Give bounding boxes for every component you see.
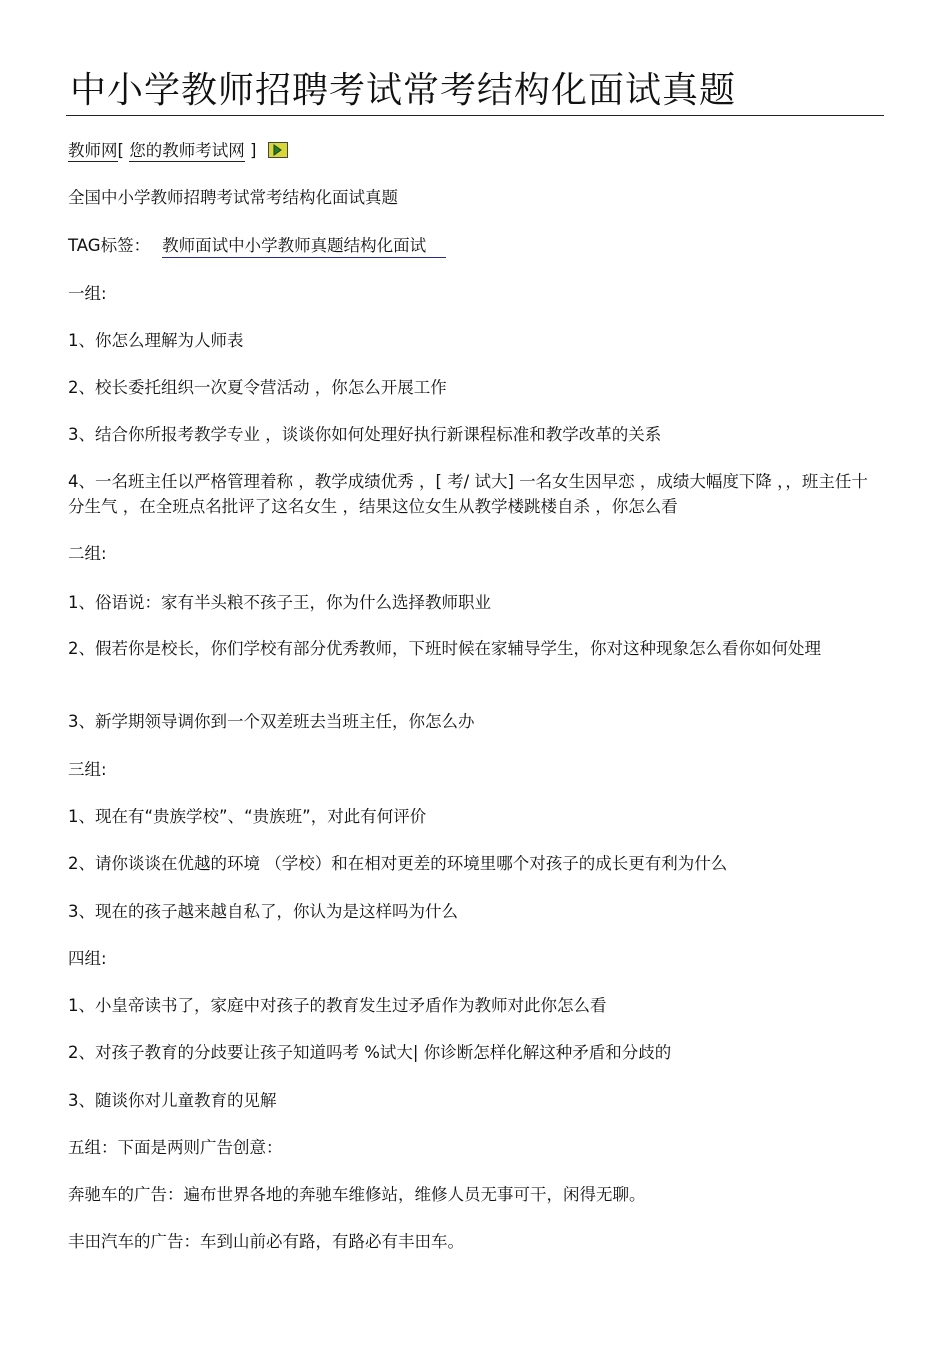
question-item: 3、新学期领导调你到一个双差班去当班主任，你怎么办 <box>68 712 475 731</box>
question-item: 3、现在的孩子越来越自私了，你认为是这样吗为什么 <box>68 902 458 921</box>
bracket-close: ] <box>249 141 257 160</box>
group-heading: 二组: <box>68 544 107 563</box>
question-item: 2、对孩子教育的分歧要让孩子知道吗考 %试大| 你诊断怎样化解这种矛盾和分歧的 <box>68 1043 672 1062</box>
bracket-open: [ <box>117 141 124 160</box>
tag-line <box>68 235 446 258</box>
question-item: 3、随谈你对儿童教育的见解 <box>68 1091 277 1110</box>
arrow-icon[interactable] <box>268 142 288 158</box>
question-item: 2、请你谈谈在优越的环境 （学校）和在相对更差的环境里哪个对孩子的成长更有利为什么 <box>68 854 728 873</box>
source-line <box>68 140 288 162</box>
question-item: 4、一名班主任以严格管理着称 ，教学成绩优秀 ，[ 考/ 试大] 一名女生因早恋 ，成绩大幅度下降 ，，班主任十分生气 ，在全班点名批评了这名女生 ，结果这位女生从教学楼跳楼自杀 ，你怎么看 <box>68 472 868 516</box>
question-item: 1、俗语说：家有半头粮不孩子王，你为什么选择教师职业 <box>68 593 491 612</box>
group-heading: 一组: <box>68 284 107 303</box>
intro-text: 全国中小学教师招聘考试常考结构化面试真题 <box>68 188 398 207</box>
question-item: 1、你怎么理解为人师表 <box>68 331 244 350</box>
group-heading: 三组: <box>68 760 107 779</box>
site-link[interactable]: 教师网 <box>68 141 118 160</box>
slogan-link[interactable]: 您的教师考试网 <box>129 141 245 160</box>
tag-link[interactable]: 教师面试中小学教师真题结构化面试 <box>162 235 446 258</box>
group-heading: 五组：下面是两则广告创意： <box>68 1138 283 1157</box>
ad-text: 奔驰车的广告：遍布世界各地的奔驰车维修站，维修人员无事可干，闲得无聊。 <box>68 1185 646 1204</box>
tag-label: TAG标签： <box>68 236 151 255</box>
group-heading: 四组: <box>68 949 107 968</box>
question-item: 1、小皇帝读书了，家庭中对孩子的教育发生过矛盾作为教师对此你怎么看 <box>68 996 607 1015</box>
question-item: 2、假若你是校长，你们学校有部分优秀教师，下班时候在家辅导学生，你对这种现象怎么看你如何处理 <box>68 639 821 658</box>
title-divider <box>66 115 884 116</box>
ad-text: 丰田汽车的广告：车到山前必有路，有路必有丰田车。 <box>68 1232 464 1251</box>
page-title: 中小学教师招聘考试常考结构化面试真题 <box>70 70 737 111</box>
question-item: 3、结合你所报考教学专业 ，谈谈你如何处理好执行新课程标准和教学改革的关系 <box>68 425 662 444</box>
question-item: 2、校长委托组织一次夏令营活动 ，你怎么开展工作 <box>68 378 447 397</box>
question-item: 1、现在有“贵族学校”、“贵族班”，对此有何评价 <box>68 807 427 826</box>
